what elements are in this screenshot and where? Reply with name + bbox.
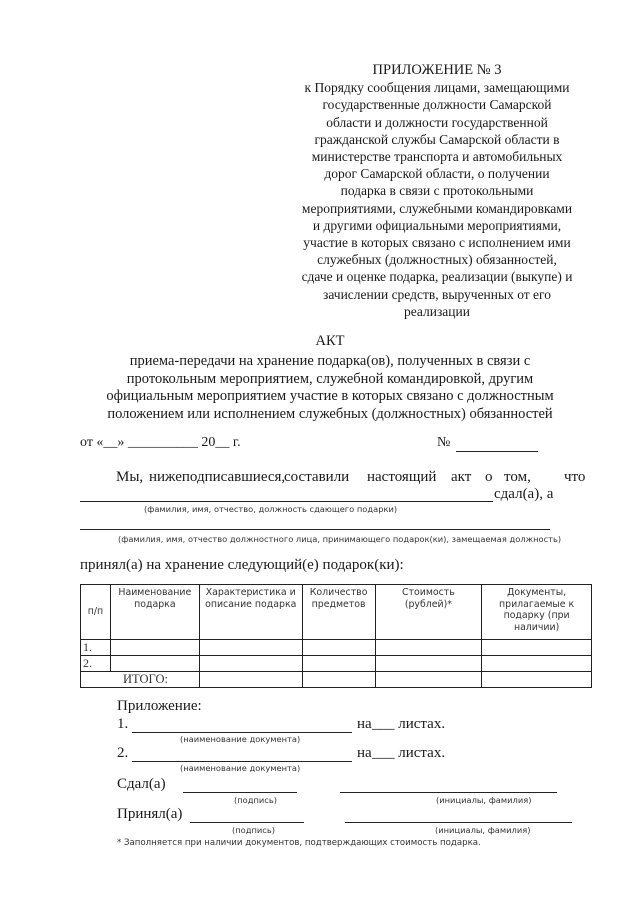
intro-word: что <box>564 469 586 485</box>
col-header-description: Характеристика и описание подарка <box>199 585 302 640</box>
giver-caption: (фамилия, имя, отчество, должность сдающего подарки) <box>144 504 398 514</box>
giver-name-field[interactable] <box>80 501 493 502</box>
intro-word: том, <box>504 469 531 485</box>
gave-label: Сдал(а) <box>117 776 166 792</box>
act-subtitle-line: официальным мероприятием участие в которых связано с должностным <box>106 388 554 404</box>
table-header-row <box>81 585 592 640</box>
received-signature-caption: (подпись) <box>232 825 275 835</box>
attachments-heading: Приложение: <box>117 698 202 714</box>
col-header-number: п/п <box>81 585 111 640</box>
appendix-line: подарка в связи с протокольными <box>340 183 534 199</box>
attachment-1-caption: (наименование документа) <box>180 734 301 744</box>
act-number-field[interactable] <box>456 451 538 452</box>
appendix-block <box>282 62 592 320</box>
attachment-1-doc-field[interactable] <box>132 732 352 733</box>
act-date[interactable]: от «__» __________ 20__ г. <box>80 435 241 450</box>
appendix-line: участие в которых связано с исполнением ими <box>303 235 571 251</box>
attachment-1-sheets[interactable]: ___ листах. <box>372 716 446 732</box>
intro-word: настоящий <box>367 469 437 485</box>
table-cell[interactable] <box>199 672 302 688</box>
table-cell[interactable] <box>375 640 482 656</box>
table-cell[interactable] <box>302 672 375 688</box>
attachment-2-sheets[interactable]: ___ листах. <box>372 745 446 761</box>
act-title: АКТ <box>315 333 345 349</box>
attachment-2-caption: (наименование документа) <box>180 763 301 773</box>
footnote: * Заполняется при наличии документов, подтверждающих стоимость подарка. <box>117 838 481 848</box>
total-label: ИТОГО: <box>81 672 200 688</box>
col-header-documents: Документы, прилагаемые к подарку (при наличии) <box>482 585 592 640</box>
intro-word: о <box>485 469 493 485</box>
table-cell[interactable] <box>482 672 592 688</box>
row-number: 2. <box>81 656 111 672</box>
intro-word: акт <box>451 469 472 485</box>
table-row <box>81 656 592 672</box>
appendix-line: и другими официальными мероприятиями, <box>312 217 562 233</box>
gift-table <box>80 584 592 688</box>
appendix-line: гражданской службы Самарской области в <box>314 131 560 147</box>
act-subtitle-line: протокольным мероприятием, служебной командировкой, другим <box>126 370 534 387</box>
gave-signature-field[interactable] <box>183 792 297 793</box>
appendix-line: области и должности государственной <box>326 114 548 130</box>
col-header-name: Наименование подарка <box>110 585 199 640</box>
table-row <box>81 640 592 656</box>
appendix-heading: ПРИЛОЖЕНИЕ № 3 <box>372 62 502 78</box>
attachment-2-number: 2. <box>117 745 129 761</box>
receiver-name-field[interactable] <box>80 529 550 530</box>
received-name-field[interactable] <box>345 822 572 823</box>
gave-name-field[interactable] <box>340 792 557 793</box>
table-total-row <box>81 672 592 688</box>
handed-over-text: сдал(а), а <box>494 486 554 502</box>
appendix-line: зачислении средств, вырученных от его <box>323 286 551 302</box>
received-signature-field[interactable] <box>190 822 304 823</box>
intro-word: нижеподписавшиеся, <box>149 469 286 485</box>
appendix-line: государственные должности Самарской <box>322 97 552 113</box>
intro-word: Мы, <box>116 469 144 485</box>
attachment-1-on: на <box>357 716 372 732</box>
appendix-line: министерстве транспорта и автомобильных <box>311 149 563 165</box>
appendix-line: дорог Самарской области, о получении <box>324 166 550 182</box>
appendix-line: служебных (должностных) обязанностей, <box>317 252 557 268</box>
act-number-label: № <box>437 435 451 450</box>
col-header-cost: Стоимость (рублей)* <box>375 585 482 640</box>
appendix-line: мероприятиями, служебными командировками <box>301 200 573 216</box>
attachment-1-number: 1. <box>117 716 129 732</box>
act-subtitle-line: приема-передачи на хранение подарка(ов), полученных в связи с <box>129 353 531 369</box>
table-cell[interactable] <box>110 656 199 672</box>
attachment-2-on: на <box>357 745 372 761</box>
table-cell[interactable] <box>302 656 375 672</box>
col-header-quantity: Количество предметов <box>302 585 375 640</box>
gave-name-caption: (инициалы, фамилия) <box>436 795 532 805</box>
table-cell[interactable] <box>199 656 302 672</box>
accepted-text: принял(а) на хранение следующий(е) подарок(ки): <box>80 557 404 573</box>
table-cell[interactable] <box>110 640 199 656</box>
row-number: 1. <box>81 640 111 656</box>
table-cell[interactable] <box>482 640 592 656</box>
appendix-line: к Порядку сообщения лицами, замещающими <box>304 80 570 96</box>
table-cell[interactable] <box>375 656 482 672</box>
received-label: Принял(а) <box>117 806 183 822</box>
act-subtitle-line: положением или исполнением служебных (должностных) обязанностей <box>107 405 553 422</box>
appendix-line: реализации <box>404 303 470 319</box>
appendix-line: сдаче и оценке подарка, реализации (выкупе) и <box>301 269 573 285</box>
intro-word: составили <box>284 469 350 485</box>
table-cell[interactable] <box>302 640 375 656</box>
table-cell[interactable] <box>199 640 302 656</box>
attachment-2-doc-field[interactable] <box>132 761 352 762</box>
gave-signature-caption: (подпись) <box>234 795 277 805</box>
table-cell[interactable] <box>482 656 592 672</box>
receiver-caption: (фамилия, имя, отчество должностного лица, принимающего подарок(ки), замещаемая должность) <box>118 534 562 544</box>
table-cell[interactable] <box>375 672 482 688</box>
received-name-caption: (инициалы, фамилия) <box>435 825 531 835</box>
